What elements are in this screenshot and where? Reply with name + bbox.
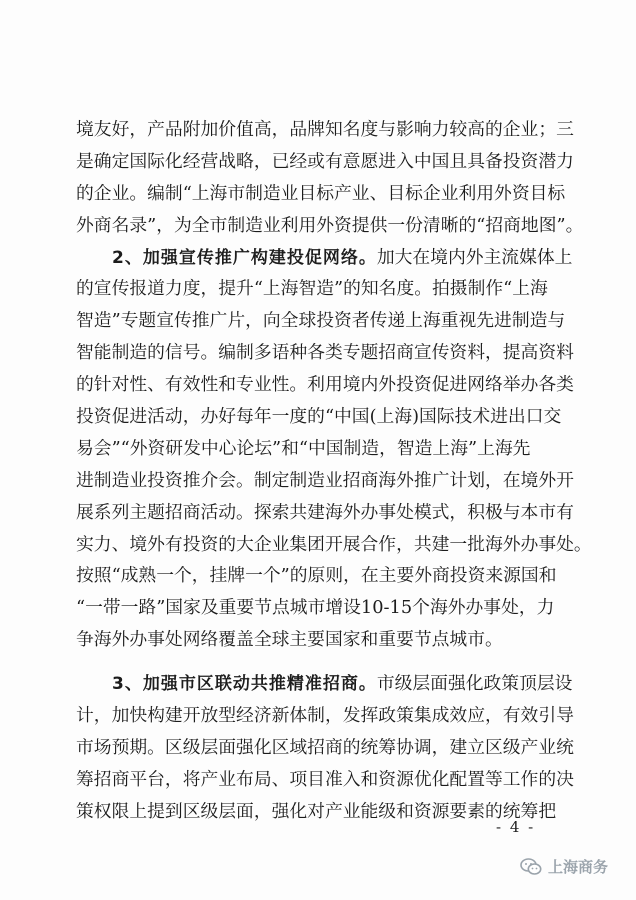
body-text (76, 114, 592, 828)
section-2-heading: 2、加强宣传推广构建投促网络。 (112, 247, 377, 268)
text-line: 实力、境外有投资的大企业集团开展合作，共建一批海外办事处。 (76, 533, 592, 555)
text-line: 按照“成熟一个，挂牌一个”的原则，在主要外商投资来源国和 (76, 565, 557, 587)
section-3-first-line-text: 市级层面强化政策顶层设 (376, 673, 573, 695)
section-2-first-line-text: 加大在境内外主流媒体上 (376, 246, 573, 268)
text-line: 策权限上提到区级层面，强化对产业能级和资源要素的统筹把 (76, 800, 557, 822)
text-line: 的针对性、有效性和专业性。利用境内外投资促进网络举办各类 (76, 374, 574, 396)
text-line: 筹招商平台，将产业布局、项目准入和资源优化配置等工作的决 (76, 768, 574, 790)
text-line: 智造”专题宣传推广片，向全球投资者传递上海重视先进制造与 (76, 310, 566, 332)
text-line: 的企业。编制“上海市制造业目标产业、目标企业利用外资目标 (76, 182, 566, 204)
section-3-first-line (76, 668, 573, 700)
text-line: 的宣传报道力度，提升“上海智造”的知名度。拍摄制作“上海 (76, 278, 548, 300)
page-number: - 4 - (496, 818, 536, 836)
text-line: 投资促进活动，办好每年一度的“中国(上海)国际技术进出口交 (76, 406, 562, 428)
text-line: 境友好，产品附加价值高，品牌知名度与影响力较高的企业；三 (76, 119, 574, 140)
wechat-icon (520, 858, 542, 876)
section-3-heading: 3、加强市区联动共推精准招商。 (112, 674, 377, 695)
section-2-first-line (76, 242, 573, 274)
text-line: 市场预期。区级层面强化区域招商的统筹协调，建立区级产业统 (76, 736, 574, 758)
text-line: 进制造业投资推介会。制定制造业招商海外推广计划，在境外开 (76, 469, 574, 491)
watermark-text: 上海商务 (548, 858, 609, 876)
text-line: 展系列主题招商活动。探索共建海外办事处模式，积极与本市有 (76, 501, 574, 523)
text-line: 易会”“外资研发中心论坛”和“中国制造，智造上海”上海先 (76, 437, 531, 459)
text-line: 是确定国际化经营战略，已经或有意愿进入中国且具备投资潜力 (76, 150, 574, 172)
text-line: 计，加快构建开放型经济新体制，发挥政策集成效应，有效引导 (76, 705, 574, 727)
watermark (520, 856, 608, 877)
text-line: “一带一路”国家及重要节点城市增设10-15个海外办事处，力 (76, 597, 555, 619)
text-line: 争海外办事处网络覆盖全球主要国家和重要节点城市。 (76, 629, 503, 651)
text-line: 外商名录”，为全市制造业利用外资提供一份清晰的“招商地图”。 (76, 214, 584, 236)
text-line: 智能制造的信号。编制多语种各类专题招商宣传资料，提高资料 (76, 342, 574, 364)
